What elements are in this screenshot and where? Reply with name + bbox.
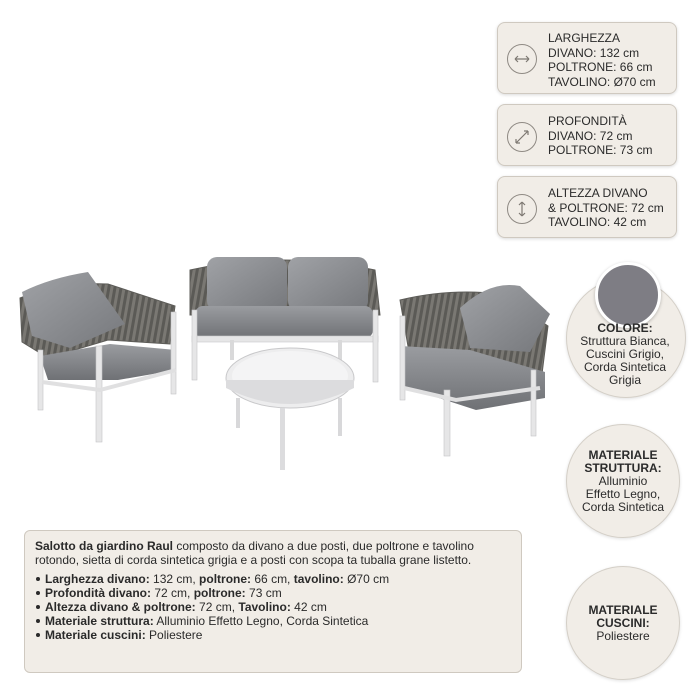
color-line-structure: Struttura Bianca, bbox=[580, 334, 670, 348]
bullet-cushion-material bbox=[35, 628, 511, 642]
structure-line-2: Effetto Legno, bbox=[585, 486, 661, 501]
structure-line-1: Alluminio bbox=[598, 473, 648, 488]
bullet-text: 66 cm, bbox=[251, 572, 294, 586]
bullet-text: 73 cm bbox=[245, 586, 282, 600]
color-line-cushions: Cuscini Grigio, bbox=[585, 347, 665, 361]
bullet-text: 132 cm, bbox=[149, 572, 200, 586]
bullet-text: 72 cm, bbox=[195, 600, 239, 614]
bullet-label: poltrone: bbox=[193, 586, 246, 600]
bullet-text: Poliestere bbox=[145, 628, 203, 642]
width-spec-title: LARGHEZZA bbox=[548, 31, 621, 45]
bullet-height bbox=[35, 600, 511, 614]
color-line-rope-color: Grigia bbox=[608, 373, 641, 387]
right-armchair bbox=[400, 285, 550, 456]
spec-bullet-list bbox=[35, 572, 511, 642]
width-spec-card bbox=[497, 22, 677, 94]
bullet-width bbox=[35, 572, 511, 586]
bullet-structure-material bbox=[35, 614, 511, 628]
height-spec-text bbox=[548, 186, 664, 230]
color-badge-text bbox=[566, 322, 684, 387]
furniture-set-image bbox=[0, 240, 560, 480]
bullet-label: poltrone: bbox=[199, 572, 252, 586]
structure-material-badge bbox=[566, 424, 680, 538]
horizontal-arrows-icon bbox=[507, 44, 537, 74]
color-badge-title: COLORE: bbox=[597, 321, 653, 335]
cushion-badge-title-1: MATERIALE bbox=[588, 602, 658, 617]
cushion-material-badge bbox=[566, 566, 680, 680]
product-intro-text: composto da divano a due posti, due poltrone e tavolino rotondo, sietta di corda sintetica grigia e a posti con scopa ta tuballa grane listetto. bbox=[35, 539, 474, 567]
depth-spec-card bbox=[497, 104, 677, 166]
cushion-line-1: Poliestere bbox=[596, 628, 650, 643]
coffee-table bbox=[226, 348, 354, 470]
bullet-label: Materiale cuscini: bbox=[45, 628, 146, 642]
depth-spec-text bbox=[548, 114, 652, 158]
bullet-text: Alluminio Effetto Legno, Corda Sintetica bbox=[153, 614, 369, 628]
height-spec-table: TAVOLINO: 42 cm bbox=[548, 215, 647, 229]
vertical-arrows-icon bbox=[507, 194, 537, 224]
color-badge bbox=[566, 258, 686, 426]
structure-badge-title-2: STRUTTURA: bbox=[584, 460, 662, 475]
structure-line-3: Corda Sintetica bbox=[581, 499, 665, 514]
color-line-rope: Corda Sintetica bbox=[583, 360, 667, 374]
bullet-label: Larghezza divano: bbox=[45, 572, 150, 586]
width-spec-armchairs: POLTRONE: 66 cm bbox=[548, 60, 653, 74]
product-intro bbox=[35, 539, 511, 567]
height-spec-card bbox=[497, 176, 677, 238]
bullet-text: 42 cm bbox=[290, 600, 327, 614]
height-spec-title: ALTEZZA DIVANO bbox=[548, 186, 648, 200]
diagonal-arrows-icon bbox=[507, 122, 537, 152]
bullet-label: Profondità divano: bbox=[45, 586, 151, 600]
bullet-text: 72 cm, bbox=[151, 586, 194, 600]
color-swatch bbox=[595, 262, 661, 328]
structure-badge-title-1: MATERIALE bbox=[588, 447, 658, 462]
depth-spec-sofa: DIVANO: 72 cm bbox=[548, 128, 633, 143]
width-spec-table: TAVOLINO: Ø70 cm bbox=[548, 74, 656, 89]
bullet-label: Materiale struttura: bbox=[45, 614, 154, 628]
width-spec-sofa: DIVANO: 132 cm bbox=[548, 45, 640, 60]
width-spec-text bbox=[548, 31, 656, 89]
product-description-box bbox=[24, 530, 522, 673]
bullet-label: Tavolino: bbox=[238, 600, 291, 614]
product-name: Salotto da giardino Raul bbox=[35, 539, 174, 553]
depth-spec-title: PROFONDITÀ bbox=[548, 114, 627, 128]
left-armchair bbox=[20, 272, 176, 442]
bullet-text: Ø70 cm bbox=[343, 572, 390, 586]
bullet-label: Altezza divano & poltrone: bbox=[45, 600, 196, 614]
cushion-badge-title-2: CUSCINI: bbox=[596, 615, 650, 630]
depth-spec-armchairs: POLTRONE: 73 cm bbox=[548, 143, 653, 157]
bullet-depth bbox=[35, 586, 511, 600]
bullet-label: tavolino: bbox=[293, 572, 344, 586]
height-spec-sofa-armchairs: & POLTRONE: 72 cm bbox=[548, 200, 664, 215]
